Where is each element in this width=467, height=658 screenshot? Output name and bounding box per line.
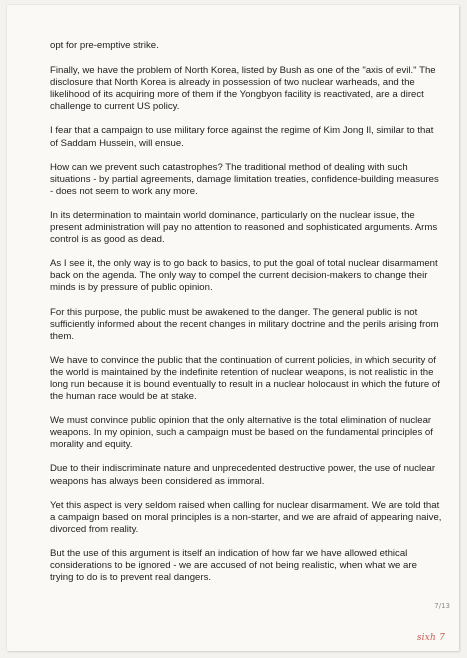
paragraph-4: How can we prevent such catastrophes? The traditional method of dealing with such situations - by partial agreements, damage limitation treaties, confidence-building measures - does not seem to work any more.: [50, 161, 439, 197]
paragraph-5: In its determination to maintain world dominance, particularly on the nuclear issue, the present administration will pay no attention to reasoned and sophisticated arguments. Arms control is as good as dead.: [50, 209, 438, 246]
document-page: [7, 5, 459, 651]
paragraph-6: As I see it, the only way is to go back to basics, to put the goal of total nuclear disarmament back on the agenda. The only way to compel the current decision-makers to change their minds is by pressure of public opinion.: [50, 258, 438, 294]
paragraph-10: Due to their indiscriminate nature and unprecedented destructive power, the use of nuclear weapons has always been considered as immoral.: [50, 463, 436, 487]
paragraph-2: Finally, we have the problem of North Korea, listed by Bush as one of the "axis of evil." The disclosure that North Korea is already in possession of two nuclear warheads, and the likelihood of its acquiring more of them if the Yongbyon facility is reactivated, are a direct challenge to current US policy.: [50, 65, 436, 113]
paragraph-1: opt for pre-emptive strike.: [50, 40, 159, 51]
paragraph-8: We have to convince the public that the continuation of current policies, in which security of the world is maintained by the indefinite retention of nuclear weapons, is not realistic in the long run because it is bound eventually to result in a nuclear holocaust in which the future of the human race would be at stake.: [50, 354, 440, 403]
document-body: [50, 40, 442, 596]
paragraph-11: Yet this aspect is very seldom raised when calling for nuclear disarmament. We are told that a campaign based on moral principles is a non-starter, and we are afraid of appearing naive, divorced from reality.: [50, 499, 442, 535]
paragraph-9: We must convince public opinion that the only alternative is the total elimination of nuclear weapons. In my opinion, such a campaign must be based on the fundamental principles of morality and equity.: [50, 415, 433, 451]
paragraph-12: But the use of this argument is itself an indication of how far we have allowed ethical considerations to be ignored - we are accused of not being realistic, when what we are trying to do is to prevent real dangers.: [50, 547, 417, 584]
paragraph-3: I fear that a campaign to use military force against the regime of Kim Jong Il, similar to that of Saddam Hussein, will ensue.: [50, 125, 434, 149]
paragraph-7: For this purpose, the public must be awakened to the danger. The general public is not sufficiently informed about the recent changes in military doctrine and the perils arising from them.: [50, 306, 439, 342]
page-number-mark: 7/13: [434, 602, 450, 610]
handwritten-page-note: sixh 7: [416, 633, 445, 643]
